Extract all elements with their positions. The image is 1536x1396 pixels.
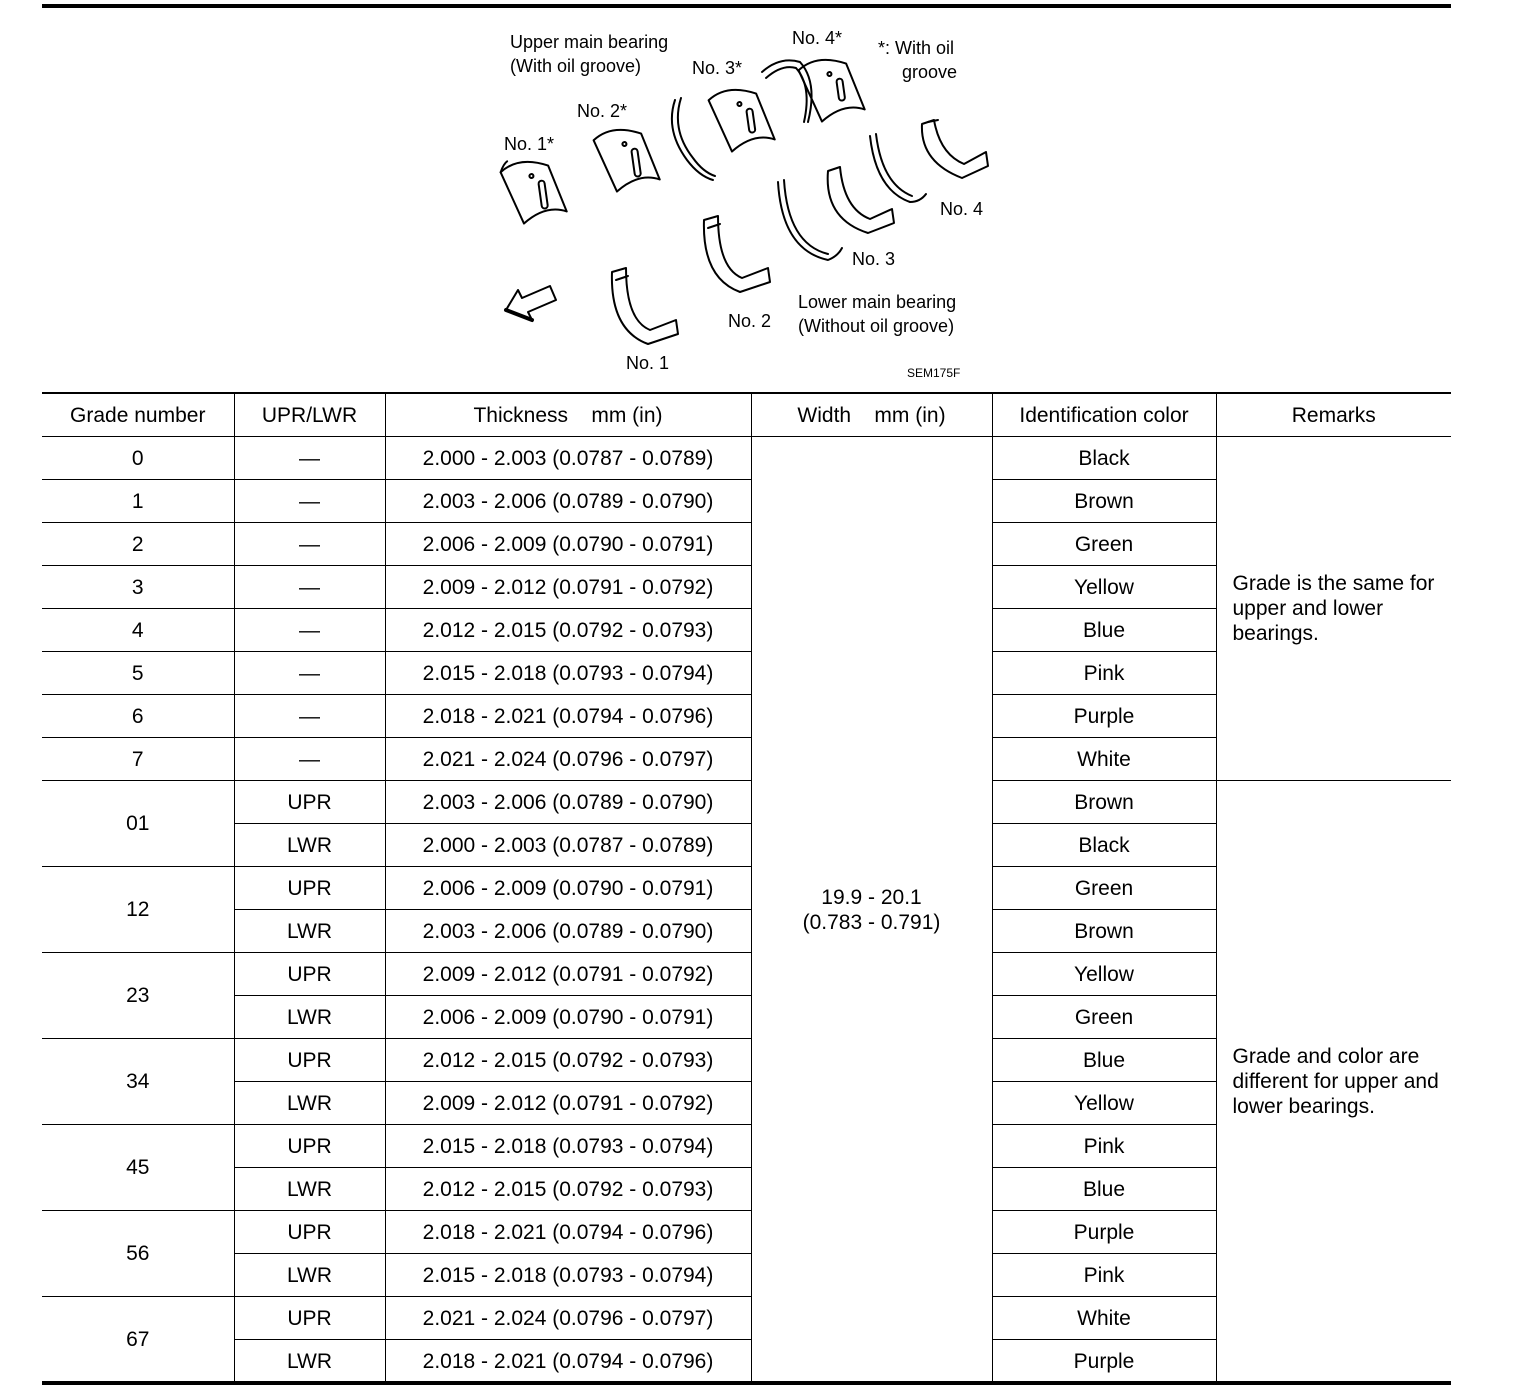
- grade-cell: 45: [42, 1125, 234, 1211]
- note-2: groove: [902, 62, 958, 82]
- lower-bearing-4: [922, 120, 988, 178]
- thickness-cell: 2.006 - 2.009 (0.0790 - 0.0791): [385, 996, 751, 1039]
- lower-bearing-3: [828, 167, 894, 233]
- position-cell: UPR: [234, 867, 385, 910]
- grade-cell: 6: [42, 695, 234, 738]
- lower-bearing-4-side: [870, 134, 926, 202]
- upper-bearing-2: [593, 125, 661, 194]
- color-cell: Pink: [992, 652, 1216, 695]
- color-cell: Yellow: [992, 566, 1216, 609]
- color-cell: Blue: [992, 609, 1216, 652]
- position-cell: UPR: [234, 1211, 385, 1254]
- upper-no2-label: No. 2*: [577, 101, 628, 121]
- thickness-cell: 2.009 - 2.012 (0.0791 - 0.0792): [385, 566, 751, 609]
- bottom-rule: [42, 1381, 1451, 1385]
- table-row: [42, 437, 1451, 480]
- upper-bearing-4: [798, 55, 866, 124]
- bearing-grade-table: [42, 392, 1451, 1383]
- color-cell: Purple: [992, 695, 1216, 738]
- position-cell: LWR: [234, 1254, 385, 1297]
- position-cell: LWR: [234, 1340, 385, 1383]
- thickness-cell: 2.012 - 2.015 (0.0792 - 0.0793): [385, 609, 751, 652]
- grade-cell: 34: [42, 1039, 234, 1125]
- col-header-grade: Grade number: [42, 393, 234, 437]
- color-cell: Blue: [992, 1168, 1216, 1211]
- lower-bearing-1: [612, 268, 678, 344]
- color-cell: Purple: [992, 1211, 1216, 1254]
- col-header-width: Width mm (in): [751, 393, 992, 437]
- upper-no4-label: No. 4*: [792, 28, 843, 48]
- color-cell: Yellow: [992, 1082, 1216, 1125]
- position-cell: LWR: [234, 910, 385, 953]
- col-header-thickness: Thickness mm (in): [385, 393, 751, 437]
- grade-cell: 5: [42, 652, 234, 695]
- color-cell: Green: [992, 996, 1216, 1039]
- bearing-illustration: [470, 20, 1030, 385]
- upper-label-1: Upper main bearing: [510, 32, 669, 52]
- position-cell: LWR: [234, 1168, 385, 1211]
- position-cell: —: [234, 523, 385, 566]
- thickness-cell: 2.015 - 2.018 (0.0793 - 0.0794): [385, 1254, 751, 1297]
- position-cell: UPR: [234, 781, 385, 824]
- lower-no3-label: No. 3: [852, 249, 896, 269]
- thickness-cell: 2.009 - 2.012 (0.0791 - 0.0792): [385, 953, 751, 996]
- position-cell: —: [234, 695, 385, 738]
- lower-no4-label: No. 4: [940, 199, 984, 219]
- position-cell: UPR: [234, 1297, 385, 1340]
- color-cell: White: [992, 738, 1216, 781]
- thickness-cell: 2.003 - 2.006 (0.0789 - 0.0790): [385, 781, 751, 824]
- lower-label-2: (Without oil groove): [798, 316, 955, 336]
- grade-cell: 0: [42, 437, 234, 480]
- figure-code: SEM175F: [907, 366, 961, 380]
- thickness-cell: 2.000 - 2.003 (0.0787 - 0.0789): [385, 437, 751, 480]
- color-cell: Black: [992, 437, 1216, 480]
- grade-cell: 7: [42, 738, 234, 781]
- upper-bearing-3-side: [672, 98, 715, 180]
- thickness-cell: 2.015 - 2.018 (0.0793 - 0.0794): [385, 652, 751, 695]
- color-cell: Brown: [992, 781, 1216, 824]
- thickness-cell: 2.012 - 2.015 (0.0792 - 0.0793): [385, 1168, 751, 1211]
- color-cell: Green: [992, 867, 1216, 910]
- color-cell: Brown: [992, 910, 1216, 953]
- thickness-cell: 2.006 - 2.009 (0.0790 - 0.0791): [385, 867, 751, 910]
- grade-cell: 67: [42, 1297, 234, 1383]
- remarks-same-grade: Grade is the same for upper and lower bearings.: [1216, 437, 1451, 781]
- col-header-remarks: Remarks: [1216, 393, 1451, 437]
- color-cell: Brown: [992, 480, 1216, 523]
- position-cell: —: [234, 437, 385, 480]
- position-cell: LWR: [234, 1082, 385, 1125]
- upper-bearing-4-side: [762, 60, 812, 122]
- thickness-cell: 2.021 - 2.024 (0.0796 - 0.0797): [385, 738, 751, 781]
- lower-bearing-3-side: [778, 180, 842, 260]
- width-value-in: (0.783 - 0.791): [802, 910, 941, 934]
- bearing-diagram: [470, 20, 1030, 385]
- thickness-cell: 2.018 - 2.021 (0.0794 - 0.0796): [385, 1211, 751, 1254]
- color-cell: Pink: [992, 1125, 1216, 1168]
- thickness-cell: 2.021 - 2.024 (0.0796 - 0.0797): [385, 1297, 751, 1340]
- thickness-cell: 2.018 - 2.021 (0.0794 - 0.0796): [385, 1340, 751, 1383]
- position-cell: UPR: [234, 953, 385, 996]
- grade-cell: 23: [42, 953, 234, 1039]
- color-cell: Yellow: [992, 953, 1216, 996]
- thickness-cell: 2.015 - 2.018 (0.0793 - 0.0794): [385, 1125, 751, 1168]
- lower-no2-label: No. 2: [728, 311, 772, 331]
- thickness-cell: 2.003 - 2.006 (0.0789 - 0.0790): [385, 910, 751, 953]
- col-header-color: Identification color: [992, 393, 1216, 437]
- table-row: [42, 781, 1451, 824]
- width-cell: [751, 437, 992, 1383]
- grade-cell: 4: [42, 609, 234, 652]
- color-cell: Green: [992, 523, 1216, 566]
- position-cell: —: [234, 652, 385, 695]
- position-cell: —: [234, 566, 385, 609]
- position-cell: LWR: [234, 996, 385, 1039]
- upper-bearing-1: [499, 154, 567, 226]
- thickness-cell: 2.006 - 2.009 (0.0790 - 0.0791): [385, 523, 751, 566]
- color-cell: Purple: [992, 1340, 1216, 1383]
- color-cell: Pink: [992, 1254, 1216, 1297]
- position-cell: LWR: [234, 824, 385, 867]
- grade-cell: 56: [42, 1211, 234, 1297]
- position-cell: —: [234, 609, 385, 652]
- lower-no1-label: No. 1: [626, 353, 670, 373]
- color-cell: Black: [992, 824, 1216, 867]
- thickness-cell: 2.012 - 2.015 (0.0792 - 0.0793): [385, 1039, 751, 1082]
- note-1: *: With oil: [878, 38, 955, 58]
- position-cell: UPR: [234, 1039, 385, 1082]
- color-cell: Blue: [992, 1039, 1216, 1082]
- grade-cell: 1: [42, 480, 234, 523]
- position-cell: —: [234, 738, 385, 781]
- grade-cell: 01: [42, 781, 234, 867]
- position-cell: UPR: [234, 1125, 385, 1168]
- grade-cell: 3: [42, 566, 234, 609]
- grade-cell: 12: [42, 867, 234, 953]
- top-rule: [42, 4, 1451, 8]
- lower-bearing-2: [704, 216, 770, 292]
- grade-cell: 2: [42, 523, 234, 566]
- upper-no1-label: No. 1*: [504, 134, 555, 154]
- color-cell: White: [992, 1297, 1216, 1340]
- header-row: [42, 393, 1451, 437]
- width-value-mm: 19.9 - 20.1: [821, 885, 922, 909]
- upper-no3-label: No. 3*: [692, 58, 743, 78]
- thickness-cell: 2.018 - 2.021 (0.0794 - 0.0796): [385, 695, 751, 738]
- thickness-cell: 2.000 - 2.003 (0.0787 - 0.0789): [385, 824, 751, 867]
- thickness-cell: 2.003 - 2.006 (0.0789 - 0.0790): [385, 480, 751, 523]
- lower-label-1: Lower main bearing: [798, 292, 957, 312]
- position-cell: —: [234, 480, 385, 523]
- remarks-different-grade: Grade and color are different for upper and lower bearings.: [1216, 781, 1451, 1383]
- thickness-cell: 2.009 - 2.012 (0.0791 - 0.0792): [385, 1082, 751, 1125]
- front-arrow-icon: [506, 286, 556, 320]
- upper-label-2: (With oil groove): [510, 56, 642, 76]
- col-header-uprlwr: UPR/LWR: [234, 393, 385, 437]
- upper-bearing-3: [708, 85, 776, 154]
